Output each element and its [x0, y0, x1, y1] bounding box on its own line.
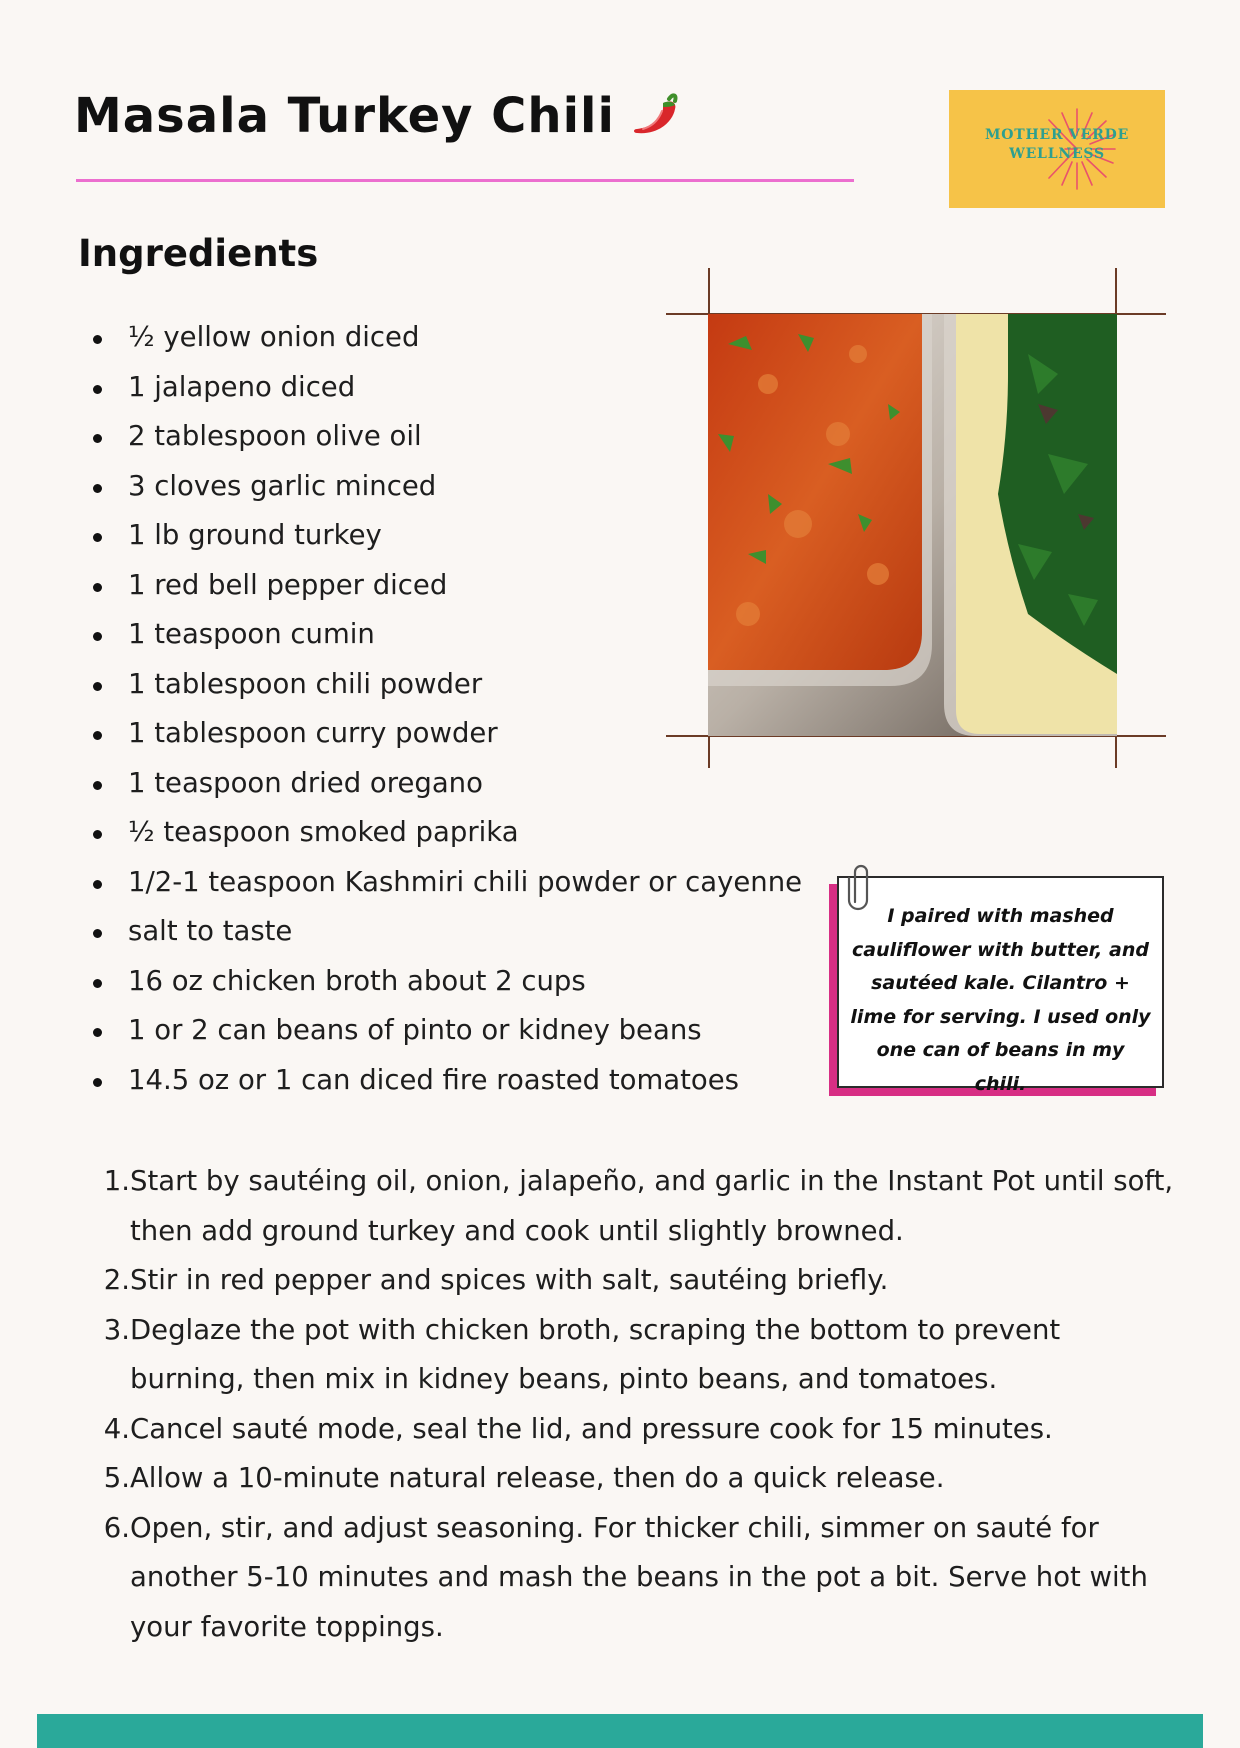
ingredient-item: 1 lb ground turkey	[88, 511, 808, 561]
instruction-step	[96, 1256, 1176, 1306]
step-number: 6.	[103, 1511, 130, 1544]
step-number: 1.	[103, 1165, 130, 1197]
instruction-step	[96, 1157, 1176, 1256]
logo-text	[949, 126, 1165, 164]
ingredients-heading: Ingredients	[78, 232, 319, 275]
ingredient-item: ½ yellow onion diced	[88, 313, 808, 363]
ingredient-item: 1 tablespoon chili powder	[88, 660, 808, 710]
ingredient-item: 1 jalapeno diced	[88, 363, 808, 413]
page-title	[74, 88, 683, 144]
title-divider	[76, 179, 854, 182]
brand-logo	[949, 90, 1165, 208]
serving-note	[837, 876, 1164, 1095]
instruction-step	[96, 1306, 1176, 1405]
ingredient-item: 1 or 2 can beans of pinto or kidney beans	[88, 1006, 808, 1056]
ingredient-item: 1 tablespoon curry powder	[88, 709, 808, 759]
step-number: 5.	[103, 1462, 130, 1494]
ingredient-item: 1 teaspoon dried oregano	[88, 759, 808, 809]
ingredient-item: 1 red bell pepper diced	[88, 561, 808, 611]
step-text: Stir in red pepper and spices with salt, sautéing briefly.	[130, 1264, 889, 1296]
ingredient-item: 3 cloves garlic minced	[88, 462, 808, 512]
step-number: 3.	[103, 1313, 130, 1346]
logo-line-1: MOTHER VERDE	[984, 127, 1130, 143]
note-text: I paired with mashed cauliflower with butter, and sautéed kale. Cilantro + lime for serving. I used only one can of beans in my chili.	[850, 905, 1151, 1095]
title-text: Masala Turkey Chili	[74, 88, 615, 144]
step-number: 2.	[103, 1264, 130, 1296]
step-text: Open, stir, and adjust seasoning. For thicker chili, simmer on sauté for another 5-10 minutes and mash the beans in the pot a bit. Serve hot with your favorite toppings.	[130, 1511, 1148, 1643]
ingredient-item: 2 tablespoon olive oil	[88, 412, 808, 462]
step-text: Cancel sauté mode, seal the lid, and pressure cook for 15 minutes.	[130, 1412, 1053, 1445]
instruction-step	[96, 1454, 1176, 1504]
step-number: 4.	[103, 1412, 130, 1445]
ingredient-item: salt to taste	[88, 907, 808, 957]
chili-pepper-icon	[629, 89, 683, 143]
ingredient-item: ½ teaspoon smoked paprika	[88, 808, 808, 858]
step-text: Allow a 10-minute natural release, then do a quick release.	[130, 1462, 945, 1494]
footer-bar	[37, 1714, 1203, 1748]
logo-line-2: WELLNESS	[1009, 146, 1105, 162]
instruction-step	[96, 1504, 1176, 1653]
ingredient-item: 16 oz chicken broth about 2 cups	[88, 957, 808, 1007]
ingredient-item: 14.5 oz or 1 can diced fire roasted tomatoes	[88, 1056, 808, 1106]
instructions-list	[96, 1157, 1176, 1652]
chili-photo	[708, 314, 1117, 736]
ingredient-item: 1/2-1 teaspoon Kashmiri chili powder or cayenne	[88, 858, 808, 908]
instruction-step	[96, 1405, 1176, 1455]
step-text: Start by sautéing oil, onion, jalapeño, and garlic in the Instant Pot until soft, then add ground turkey and cook until slightly browned.	[130, 1165, 1174, 1247]
ingredient-item: 1 teaspoon cumin	[88, 610, 808, 660]
step-text: Deglaze the pot with chicken broth, scraping the bottom to prevent burning, then mix in kidney beans, pinto beans, and tomatoes.	[130, 1313, 1061, 1395]
